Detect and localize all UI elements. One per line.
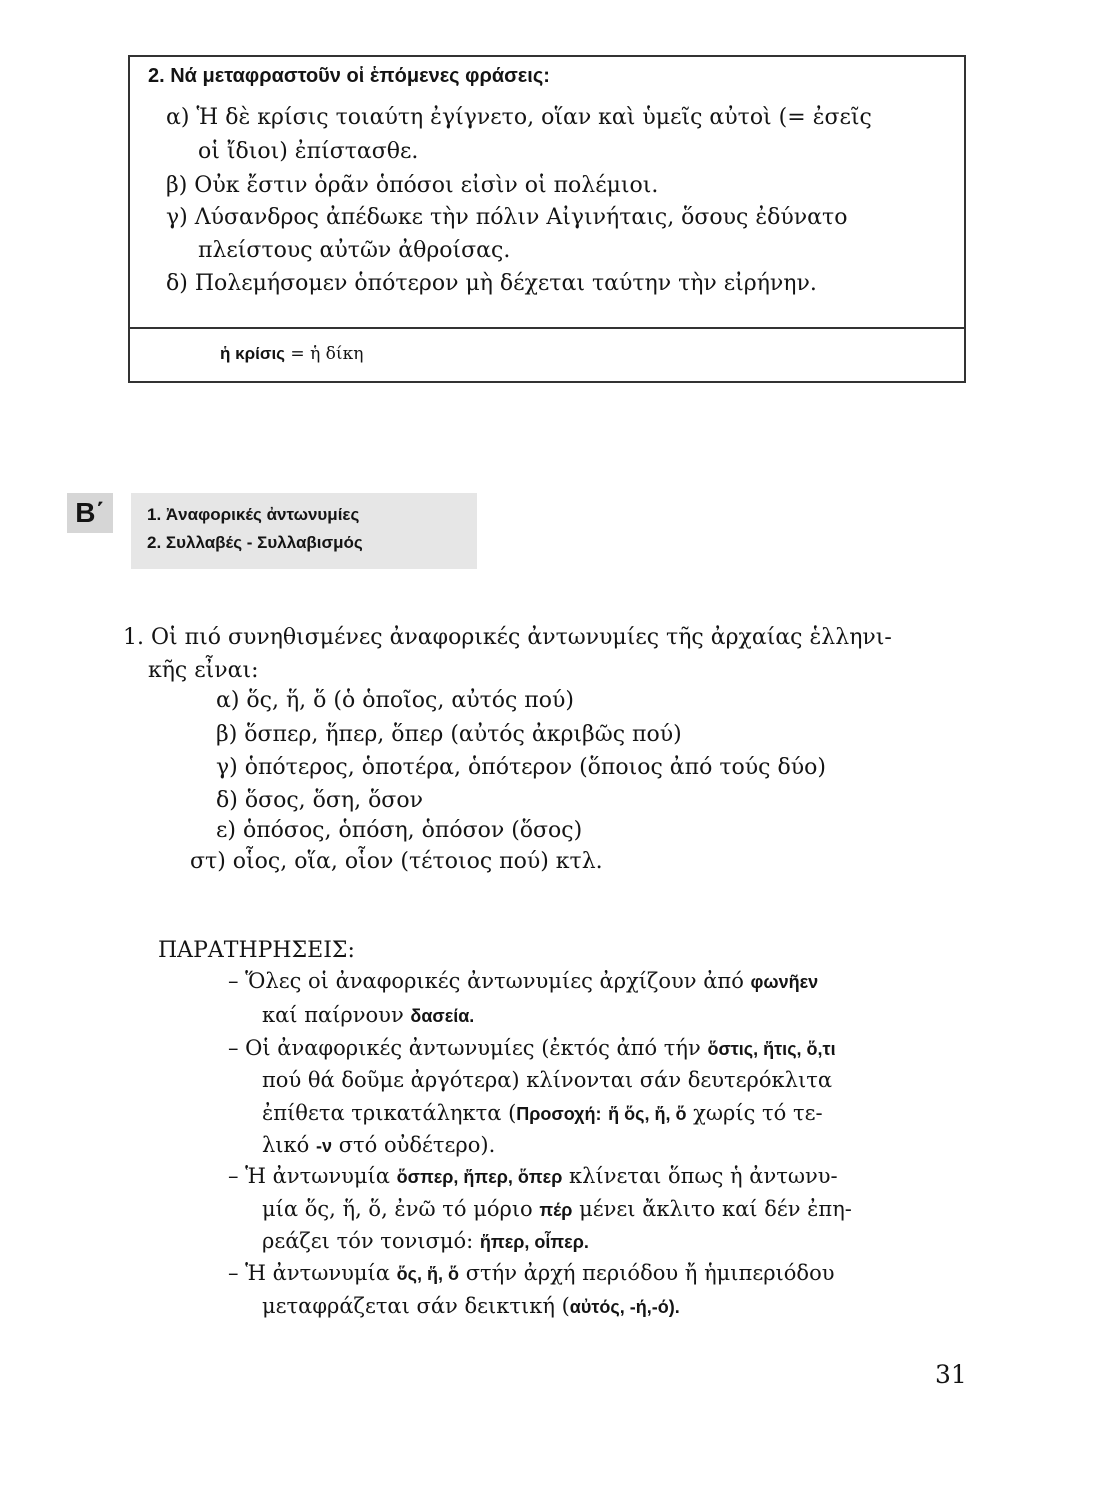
intro-paragraph: 1. Οἱ πιό συνηθισμένες ἀναφορικές ἀντωνυμίες τῆς ἀρχαίας ἑλληνι- [123,625,892,650]
exercise-line: πλείστους αὐτῶν ἀθροίσας. [198,238,511,263]
exercise-line: οἱ ἴδιοι) ἐπίστασθε. [198,139,419,164]
remark-line: μεταφράζεται σάν δεικτική (αὐτός, -ή,-ό). [262,1294,680,1318]
remark-line: ρεάζει τόν τονισμό: ἥπερ, οἷπερ. [262,1229,589,1253]
remark-line: λικό -ν στό οὐδέτερο). [262,1133,496,1157]
remarks-heading: ΠΑΡΑΤΗΡΗΣΕΙΣ: [158,938,355,963]
list-item: β) ὅσπερ, ἥπερ, ὅπερ (αὐτός ἀκριβῶς πού) [216,722,682,747]
note-term: ἡ κρίσις [220,344,286,363]
intro-paragraph: κῆς εἶναι: [148,658,259,683]
remark-line: ἐπίθετα τρικατάληκτα (Προσοχή: ἥ ὅς, ἥ, ὅ χωρίς τό τε- [262,1101,823,1125]
remark-line: – Ἡ ἀντωνυμία ὅσπερ, ἥπερ, ὅπερ κλίνεται ὅπως ἡ ἀντωνυ- [228,1164,838,1188]
exercise-line: α) Ἡ δὲ κρίσις τοιαύτη ἐγίγνετο, οἵαν καὶ ὑμεῖς αὐτοὶ (= ἐσεῖς [166,105,872,130]
exercise-title: 2. Νά μεταφραστοῦν οἱ ἑπόμενες φράσεις: [148,65,550,87]
section-topic: 2. Συλλαβές - Συλλαβισμός [147,533,363,552]
exercise-box [128,55,966,383]
exercise-line: δ) Πολεμήσομεν ὁπότερον μὴ δέχεται ταύτην τὴν εἰρήνην. [166,271,817,296]
note-definition: = ἡ δίκη [285,344,364,364]
remark-line: καί παίρνουν δασεία. [262,1003,475,1027]
vocab-note [220,344,363,364]
box-divider [130,327,964,329]
exercise-line: γ) Λύσανδρος ἀπέδωκε τὴν πόλιν Αἰγινήταις, ὅσους ἐδύνατο [166,205,848,230]
page-number: 31 [935,1360,967,1389]
list-item: γ) ὁπότερος, ὁποτέρα, ὁπότερον (ὅποιος ἀπό τούς δύο) [216,755,826,780]
list-item: δ) ὅσος, ὅση, ὅσον [216,788,423,813]
remark-line: – Ἡ ἀντωνυμία ὅς, ἥ, ὅ στήν ἀρχή περιόδου ἤ ἡμιπεριόδου [228,1261,835,1285]
list-item: ε) ὁπόσος, ὁπόση, ὁπόσον (ὅσος) [216,818,583,843]
list-item: στ) οἷος, οἵα, οἷον (τέτοιος πού) κτλ. [190,849,603,874]
section-topic: 1. Ἀναφορικές ἀντωνυμίες [147,505,360,524]
remark-line: μία ὅς, ἥ, ὅ, ἐνῶ τό μόριο πέρ μένει ἄκλιτο καί δέν ἐπη- [262,1197,852,1221]
section-topics [131,493,477,569]
list-item: α) ὅς, ἥ, ὅ (ὁ ὁποῖος, αὐτός πού) [216,688,574,713]
section-badge: Β΄ [67,493,113,533]
remark-line: – Οἱ ἀναφορικές ἀντωνυμίες (ἐκτός ἀπό τήν ὅστις, ἥτις, ὅ,τι [228,1036,836,1060]
remark-line: πού θά δοῦμε ἀργότερα) κλίνονται σάν δευτερόκλιτα [262,1068,833,1092]
exercise-line: β) Οὐκ ἔστιν ὁρᾶν ὁπόσοι εἰσὶν οἱ πολέμιοι. [166,173,659,198]
remark-line: – Ὅλες οἱ ἀναφορικές ἀντωνυμίες ἀρχίζουν ἀπό φωνῆεν [228,969,819,993]
